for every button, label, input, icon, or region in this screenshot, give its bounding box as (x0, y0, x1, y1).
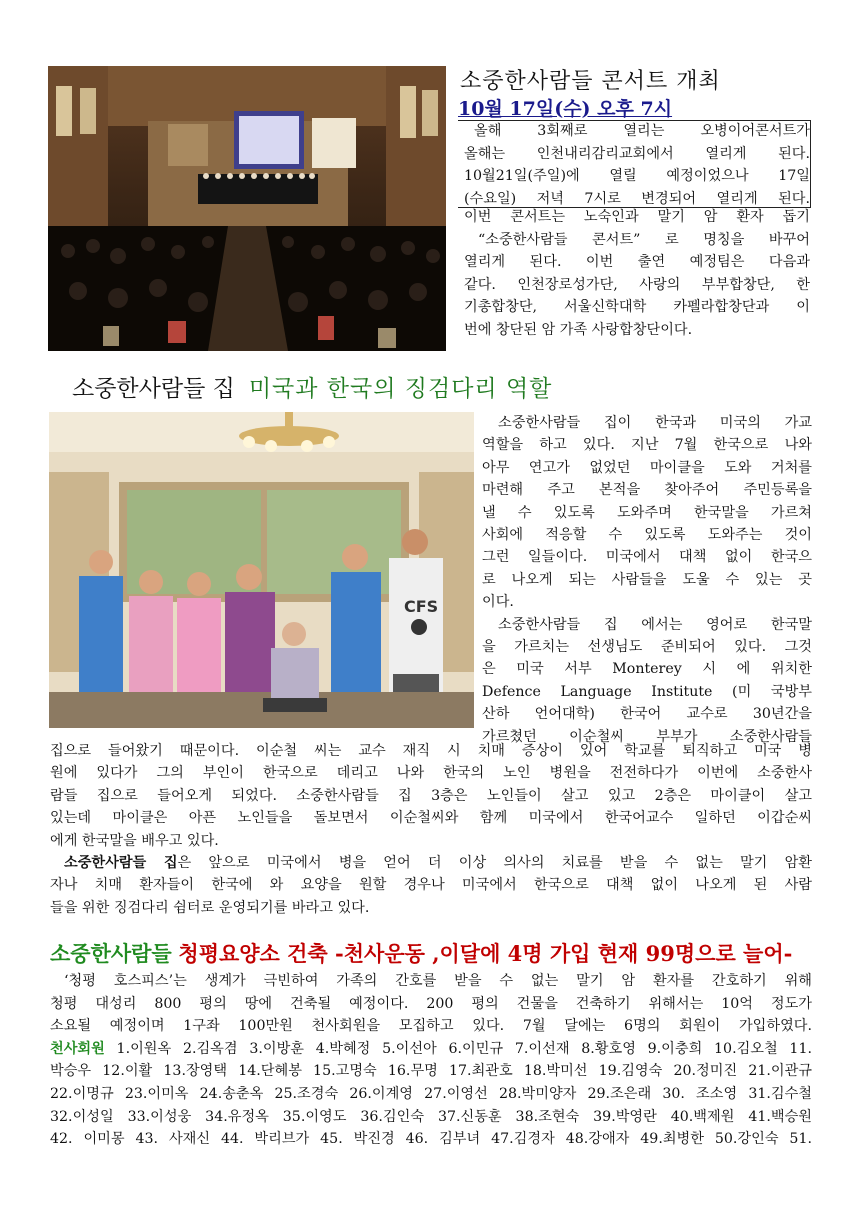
house-line: 들을 위한 징검다리 쉼터로 운영되기를 바라고 있다. (50, 899, 370, 916)
house-subtitle: 미국과 한국의 징검다리 역할 (248, 376, 553, 402)
concert-line: 번에 창단된 암 가족 사랑합창단이다. (464, 321, 693, 338)
members-line: 42. 이미몽 43. 사재신 44. 박리브가 45. 박진경 46. 김부녀 47.김경자 48.강애자 49.최병한 50.강인숙 51. (50, 1131, 812, 1148)
house-line: 그런 일들이다. 미국에서 대책 없이 한국으 (482, 549, 812, 566)
members-line: 32.이성일 33.이성웅 34.유정옥 35.이영도 36.김인숙 37.신동훈 38.조현숙 39.박영란 40.백제원 41.백승원 (50, 1108, 812, 1125)
house-line: 은 미국 서부 Monterey 시 에 위치한 (482, 661, 812, 678)
concert-line: 열리게 된다. 이번 출연 예정팀은 다음과 (464, 254, 810, 271)
hospice-title-green: 소중한사람들 (50, 941, 172, 966)
house-line: 집으로 들어왔기 때문이다. 이순철 씨는 교수 재직 시 치매 증상이 있어 학교를 퇴직하고 미국 병 (50, 743, 812, 759)
house-line-text: 은 앞으로 미국에서 병을 얻어 더 이상 의사의 치료를 받을 수 없는 말기 암환 (177, 855, 812, 872)
house-title: 소중한사람들 집 (72, 376, 235, 402)
house-line: 아무 연고가 없었던 마이클을 도와 거처를 (482, 459, 812, 476)
house-line (50, 852, 812, 874)
house-line: 가르쳤던 이순철씨 부부가 소중한사람들 (482, 728, 812, 745)
house-line: 자나 치매 환자들이 한국에 와 요양을 원할 경우나 미국에서 한국으로 대책 없이 나오게 된 사람 (50, 877, 812, 894)
house-line: 소중한사람들 집 에서는 영어로 한국말 (498, 616, 812, 633)
hospice-title-red: 청평요양소 건축 (178, 941, 328, 966)
shirt-text: CFS (404, 597, 439, 616)
concert-line: “소중한사람들 콘서트” 로 명칭을 바꾸어 (478, 231, 810, 248)
concert-line: (수요일) 저녁 7시로 변경되어 열리게 된다. (464, 190, 810, 207)
concert-intro (464, 120, 810, 210)
house-line: 마련해 주고 본적을 찾아주어 주민등록을 (482, 482, 812, 499)
house-line: 을 가르치는 선생님도 준비되어 있다. 그것 (482, 639, 812, 656)
members-label: 천사회원 (50, 1040, 105, 1057)
house-line: 람들 집으로 들어오게 되었다. 소중한사람들 집 3층은 노인들이 살고 있고 2층은 마이클이 살고 (50, 787, 812, 804)
house-line: 이다. (482, 594, 514, 611)
house-line: 역할을 하고 있다. 지난 7월 한국으로 나와 (482, 437, 812, 454)
house-line: 사회에 적응할 수 있도록 도와주는 것이 (482, 527, 812, 544)
concert-date: 10월 17일(수) 오후 7시 (458, 98, 673, 120)
concert-title: 소중한사람들 콘서트 개최 (460, 69, 721, 94)
house-line: 산하 언어대학) 한국어 교수로 30년간을 (482, 706, 812, 723)
concert-line: 기총합창단, 서울신학대학 카펠라합창단과 이 (464, 299, 810, 316)
members-text: 1.이원옥 2.김옥겸 3.이방훈 4.박혜정 5.이선아 6.이민규 7.이선재 8.황호영 9.이충희 10.김오철 11. (104, 1040, 812, 1057)
members-line (50, 1038, 812, 1061)
house-line: 낼 수 있도록 도와주며 한국말을 가르쳐 (482, 504, 812, 521)
concert-line: 이번 콘서트는 노숙인과 말기 암 환자 돕기 (464, 209, 810, 225)
group-photo (49, 412, 474, 728)
concert-details (464, 206, 810, 342)
concert-line: 올해는 인천내리감리교회에서 열리게 된다. (464, 145, 810, 162)
house-line: Defence Language Institute (미 국방부 (482, 683, 812, 700)
hospice-heading (50, 938, 792, 968)
house-line: 소중한사람들 집이 한국과 미국의 가교 (498, 415, 812, 431)
house-line: 로 나오게 되는 사람들을 도울 수 있는 곳 (482, 571, 812, 588)
concert-line: 같다. 인천장로성가단, 사랑의 부부합창단, 한 (464, 276, 810, 293)
house-body-full (50, 740, 812, 919)
members-line: 박승우 12.이활 13.장영택 14.단혜봉 15.고명숙 16.무명 17.최관호 18.박미선 19.김영숙 20.정미진 21.이관규 (50, 1063, 812, 1080)
house-line: 에게 한국말을 배우고 있다. (50, 832, 219, 849)
hospice-line: 청평 대성리 800 평의 땅에 건축될 예정이다. 200 평의 건물을 건축하기 위해서는 10억 정도가 (50, 995, 812, 1012)
hospice-body (50, 970, 812, 1151)
house-line: 원에 있다가 그의 부인이 한국으로 데리고 나와 한국의 노인 병원을 전전하다가 이번에 소중한사 (50, 765, 812, 782)
concert-photo (48, 66, 446, 351)
members-line: 22.이명규 23.이미옥 24.송춘옥 25.조경숙 26.이계영 27.이영선 28.박미양자 29.조은래 30. 조소영 31.김수철 (50, 1085, 812, 1102)
hospice-line: ‘청평 호스피스’는 생계가 극빈하여 가족의 간호를 받을 수 없는 말기 암 환자를 간호하기 위해 (64, 973, 812, 989)
hospice-title-rest: -천사운동 ,이달에 4명 가입 현재 99명으로 늘어- (327, 941, 793, 966)
concert-line: 올해 3회째로 열리는 오병이어콘서트가 (474, 123, 810, 139)
house-name-bold: 소중한사람들 집 (64, 855, 178, 872)
house-heading (72, 370, 552, 403)
concert-line: 10월21일(주일)에 열릴 예정이었으나 17일 (464, 168, 810, 185)
house-body-right (482, 412, 812, 748)
house-line: 있는데 마이클은 아픈 노인들을 돌보면서 이순철씨와 함께 미국에서 한국어교수 일하던 이갑순씨 (50, 810, 812, 827)
hospice-line: 소요될 예정이며 1구좌 100만원 천사회원을 모집하고 있다. 7월 달에는 6명의 회원이 가입하였다. (50, 1018, 812, 1035)
